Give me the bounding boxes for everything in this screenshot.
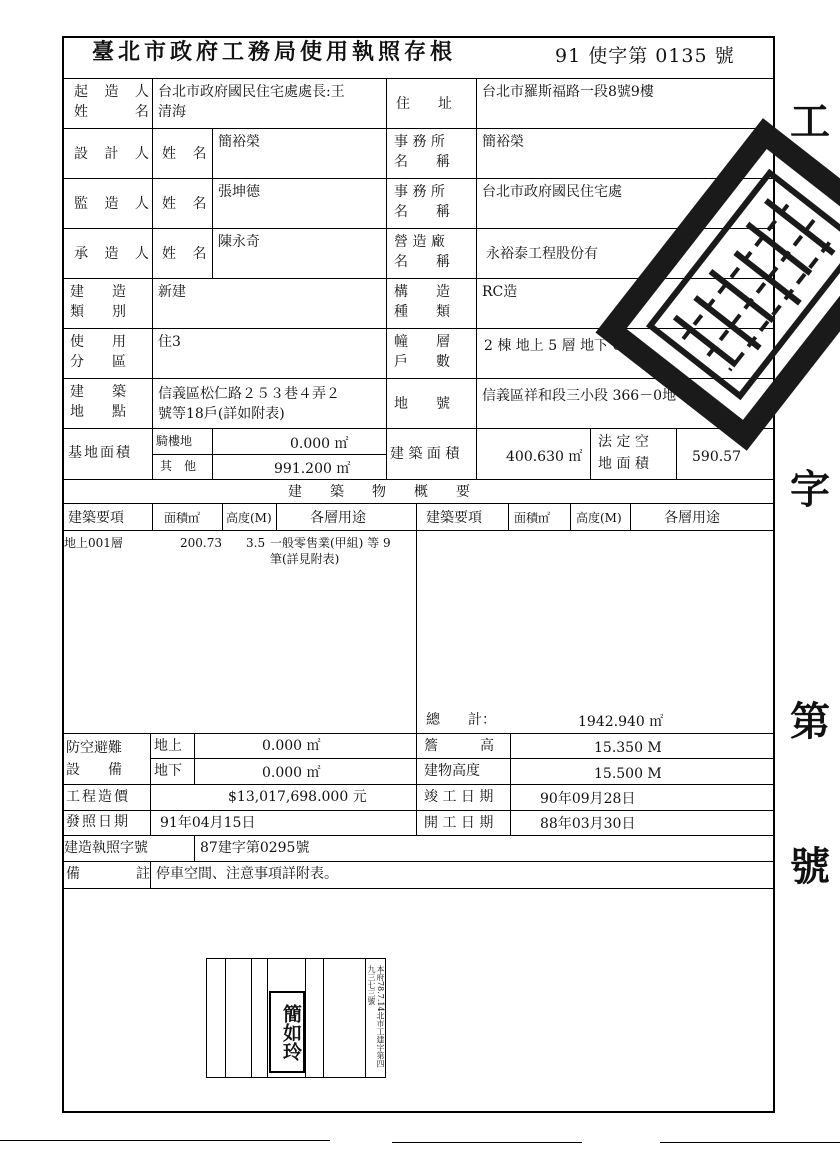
build-type: 新建 — [158, 284, 186, 300]
overview-title: 建 築 物 概 要 — [288, 484, 470, 500]
stamp-name-seal: 簡如玲 — [269, 991, 305, 1073]
supervisor-office-label-2: 名 稱 — [394, 204, 450, 220]
issue-label: 發照日期 — [66, 814, 130, 830]
site-label-2: 地 點 — [70, 404, 126, 420]
below-label: 地下 — [154, 763, 182, 779]
permit-serial: 91 使字第 0135 號 — [555, 45, 735, 67]
arcade-label: 騎樓地 — [156, 434, 193, 448]
structure: RC造 — [482, 284, 518, 300]
cost-label: 工程造價 — [66, 789, 130, 805]
entry-use-2: 筆(詳見附表) — [270, 552, 340, 566]
footer-line-left — [0, 1140, 330, 1141]
lot-label: 地 號 — [394, 396, 450, 412]
build-area-label: 建 築 面 積 — [390, 446, 460, 462]
header-use-right: 各層用途 — [664, 510, 720, 526]
footer-line-right — [660, 1142, 840, 1143]
entry-height: 3.5 — [246, 536, 266, 550]
supervisor-name: 張坤德 — [218, 184, 260, 200]
owner-label-1: 起 造 人 — [74, 84, 155, 100]
contractor-name-label: 姓 名 — [162, 246, 213, 262]
floors: 2 棟 地上 5 層 地下 0 層 — [484, 338, 640, 354]
supervisor-office: 台北市政府國民住宅處 — [482, 184, 622, 200]
base-area-label: 基地面積 — [68, 445, 132, 461]
header-item-right: 建築要項 — [426, 510, 482, 526]
above-value: 0.000 ㎡ — [262, 738, 321, 754]
designer-office-label-1: 事 務 所 — [394, 134, 445, 150]
header-area-right: 面積㎡ — [514, 511, 551, 525]
factory-label-1: 營 造 廠 — [394, 234, 445, 250]
build-area-value: 400.630 ㎡ — [506, 449, 583, 465]
cost-value: $13,017,698.000 元 — [228, 789, 367, 805]
structure-label-1: 構 造 — [394, 284, 450, 300]
floors-label-1: 幢 層 — [394, 334, 450, 350]
header-area-left: 面積㎡ — [164, 511, 201, 525]
supervisor-label: 監 造 人 — [74, 196, 155, 212]
entry-use-1: 一般零售業(甲組) 等 9 — [270, 536, 391, 550]
owner-label-2: 姓 名 — [74, 104, 155, 120]
side-char-4: 號 — [790, 843, 830, 890]
site-2: 號等18戶(詳如附表) — [158, 406, 285, 422]
address-label: 住 址 — [396, 96, 452, 112]
structure-label-2: 種 類 — [394, 304, 450, 320]
site-1: 信義區松仁路２５３巷４弄２ — [158, 386, 340, 402]
issue-value: 91年04月15日 — [160, 815, 256, 831]
above-label: 地上 — [154, 738, 182, 754]
open-area-label-1: 法 定 空 — [598, 434, 649, 450]
owner-value-2: 清海 — [158, 104, 186, 120]
entry-area: 200.73 — [180, 536, 222, 550]
official-seal-mark — [592, 96, 840, 486]
start-label: 開 工 日 期 — [424, 815, 494, 831]
factory-label-2: 名 稱 — [394, 254, 450, 270]
contractor-name: 陳永奇 — [218, 234, 260, 250]
designer-name: 簡裕榮 — [218, 134, 260, 150]
header-use-left: 各層用途 — [310, 510, 366, 526]
header-height-left: 高度(M) — [226, 511, 272, 525]
address-value: 台北市羅斯福路一段8號9樓 — [482, 84, 654, 100]
designer-office: 簡裕榮 — [482, 134, 524, 150]
height-label: 建物高度 — [424, 763, 480, 779]
header-height-right: 高度(M) — [576, 511, 622, 525]
owner-value-1: 台北市政府國民住宅處處長:王 — [158, 84, 345, 100]
shelter-label-2: 設 備 — [66, 762, 122, 778]
height-value: 15.500 M — [594, 766, 662, 782]
use-label-2: 分 區 — [70, 354, 126, 370]
designer-name-label: 姓 名 — [162, 146, 213, 162]
supervisor-office-label-1: 事 務 所 — [394, 184, 445, 200]
factory-value: 永裕泰工程股份有 — [486, 246, 598, 262]
site-label-1: 建 築 — [70, 384, 126, 400]
shelter-label-1: 防空避難 — [66, 740, 122, 756]
entry-item: 地上001層 — [64, 536, 123, 550]
remark-label: 備 註 — [66, 866, 150, 882]
build-type-label-2: 類 別 — [70, 304, 126, 320]
use-label-1: 使 用 — [70, 334, 126, 350]
start-value: 88年03月30日 — [540, 816, 636, 832]
document-title: 臺北市政府工務局使用執照存根 — [92, 39, 457, 65]
total-value: 1942.940 ㎡ — [578, 714, 664, 730]
other-value: 991.200 ㎡ — [274, 461, 351, 477]
total-label: 總 計： — [426, 712, 496, 728]
eave-label: 簷 高 — [424, 738, 494, 754]
remark-value: 停車空間、注意事項詳附表。 — [156, 866, 338, 882]
side-char-3: 第 — [790, 698, 830, 745]
supervisor-name-label: 姓 名 — [162, 196, 213, 212]
floors-label-2: 戶 數 — [394, 354, 450, 370]
side-char-1: 工 — [790, 98, 830, 145]
stamp-authority-text: 本府78.7.14北市工建字第四九三七三號 — [367, 965, 385, 1068]
use-zone: 住3 — [158, 334, 181, 350]
designer-label: 設 計 人 — [74, 146, 155, 162]
designer-office-label-2: 名 稱 — [394, 154, 450, 170]
footer-line-mid — [392, 1142, 582, 1143]
side-char-2: 字 — [790, 466, 830, 513]
lot: 信義區祥和段三小段 366－0地 — [482, 388, 677, 404]
open-area-value: 590.57 — [692, 449, 741, 465]
permit-value: 87建字第0295號 — [200, 840, 310, 856]
contractor-label: 承 造 人 — [74, 246, 155, 262]
permit-label: 建造執照字號 — [64, 840, 148, 856]
arcade-value: 0.000 ㎡ — [290, 436, 349, 452]
header-item-left: 建築要項 — [68, 510, 124, 526]
open-area-label-2: 地 面 積 — [598, 456, 649, 472]
other-label: 其 他 — [160, 459, 197, 473]
eave-value: 15.350 M — [594, 740, 662, 756]
build-type-label-1: 建 造 — [70, 284, 126, 300]
complete-value: 90年09月28日 — [540, 791, 636, 807]
complete-label: 竣 工 日 期 — [424, 789, 494, 805]
approval-stamp — [206, 958, 386, 1078]
below-value: 0.000 ㎡ — [262, 765, 321, 781]
